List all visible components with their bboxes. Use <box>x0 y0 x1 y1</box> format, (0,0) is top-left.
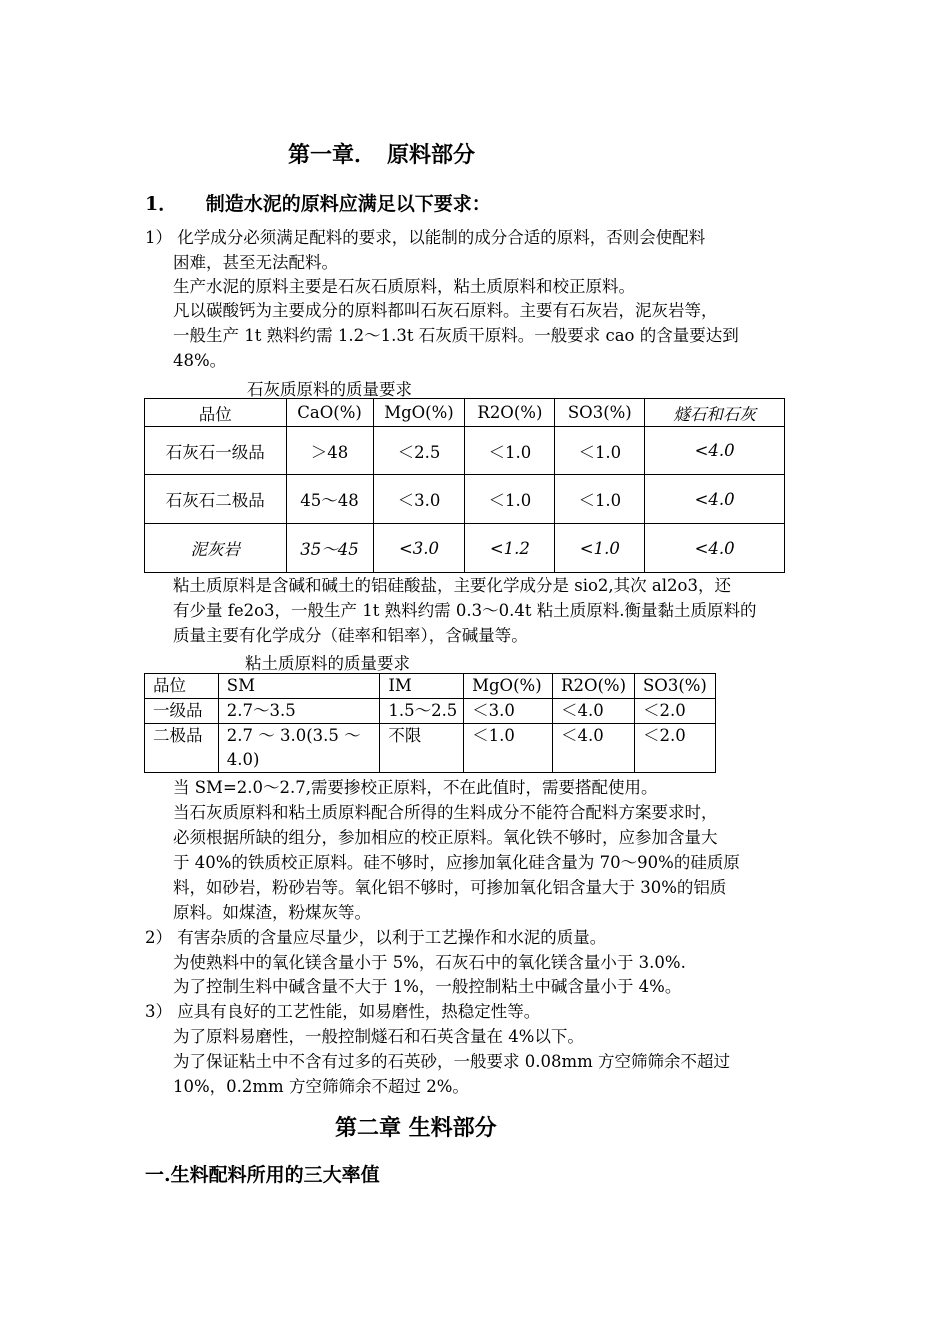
table-cell-line: 4.0) <box>226 750 260 769</box>
table-header-cell: CaO(%) <box>286 399 373 427</box>
paragraph-line: 生产水泥的原料主要是石灰石质原料，粘土质原料和校正原料。 <box>173 277 635 296</box>
table-header-cell: SO3(%) <box>634 674 715 699</box>
table-cell: 35～45 <box>286 524 373 573</box>
table-header-cell: IM <box>380 674 464 699</box>
paragraph-line: 48%。 <box>173 351 227 370</box>
table-header-cell: SM <box>218 674 380 699</box>
table-cell: 2.7～3.5 <box>218 699 380 724</box>
table-cell: 1.5～2.5 <box>380 699 464 724</box>
clay-quality-table <box>144 673 716 773</box>
table-cell: ＜2.5 <box>373 427 465 475</box>
table-cell: ＜4.0 <box>553 699 635 724</box>
paragraph-line: 一般生产 1t 熟料约需 1.2～1.3t 石灰质干原料。一般要求 cao 的含量要达到 <box>173 326 739 345</box>
table-cell: ＜4.0 <box>553 724 635 773</box>
chapter-title: 第一章． 原料部分 <box>288 142 476 168</box>
paragraph-line: 原料。如煤渣，粉煤灰等。 <box>173 903 371 922</box>
paragraph-line: 为了原料易磨性，一般控制燧石和石英含量在 4%以下。 <box>173 1027 584 1046</box>
paragraph-line: 料，如砂岩，粉砂岩等。氧化铝不够时，可掺加氧化铝含量大于 30%的铝质 <box>173 878 727 897</box>
table-cell: 石灰石二极品 <box>145 475 287 524</box>
section-heading: 一.生料配料所用的三大率值 <box>145 1164 380 1186</box>
table-cell: 45～48 <box>286 475 373 524</box>
table-cell: <1.2 <box>465 524 555 573</box>
table-cell-line: 2.7 ～ 3.0(3.5 ～ <box>226 726 361 745</box>
section-heading: 1． 制造水泥的原料应满足以下要求： <box>145 193 491 215</box>
table-header-cell: 品位 <box>145 674 219 699</box>
table-cell <box>218 724 380 773</box>
table-cell: <3.0 <box>373 524 465 573</box>
table-cell: 二极品 <box>145 724 219 773</box>
limestone-quality-table <box>144 398 785 573</box>
table-cell: ＜2.0 <box>634 724 715 773</box>
paragraph-line: 质量主要有化学成分（硅率和铝率），含碱量等。 <box>173 626 528 645</box>
table-cell: ＜1.0 <box>465 427 555 475</box>
table-row <box>145 699 716 724</box>
table-caption: 粘土质原料的质量要求 <box>245 654 410 673</box>
paragraph-line: 当石灰质原料和粘土质原料配合所得的生料成分不能符合配料方案要求时， <box>173 803 718 822</box>
table-cell: 泥灰岩 <box>145 524 287 573</box>
table-header-cell: MgO(%) <box>464 674 553 699</box>
table-cell: <1.0 <box>555 524 645 573</box>
paragraph-line: 为了保证粘土中不含有过多的石英砂，一般要求 0.08mm 方空筛筛余不超过 <box>173 1052 731 1071</box>
paragraph-line: 必须根据所缺的组分，参加相应的校正原料。氧化铁不够时，应参加含量大 <box>173 828 718 847</box>
table-cell: ＜1.0 <box>555 427 645 475</box>
table-cell: <4.0 <box>645 524 785 573</box>
table-header-cell: R2O(%) <box>465 399 555 427</box>
table-header-cell: R2O(%) <box>553 674 635 699</box>
table-header-cell: MgO(%) <box>373 399 465 427</box>
table-header-cell: 品位 <box>145 399 287 427</box>
table-header-cell: 燧石和石灰 <box>645 399 785 427</box>
paragraph-line: 10%，0.2mm 方空筛筛余不超过 2%。 <box>173 1077 469 1096</box>
paragraph-line: 困难，甚至无法配料。 <box>173 253 338 272</box>
table-cell: 不限 <box>380 724 464 773</box>
table-caption: 石灰质原料的质量要求 <box>247 380 412 399</box>
table-header-cell: SO3(%) <box>555 399 645 427</box>
table-row <box>145 475 785 524</box>
paragraph-line: 1） 化学成分必须满足配料的要求，以能制的成分合适的原料，否则会使配料 <box>145 228 706 247</box>
paragraph-line: 3） 应具有良好的工艺性能，如易磨性，热稳定性等。 <box>145 1002 541 1021</box>
table-cell: <4.0 <box>645 475 785 524</box>
paragraph-line: 于 40%的铁质校正原料。硅不够时，应掺加氧化硅含量为 70～90%的硅质原 <box>173 853 740 872</box>
table-cell: ＜3.0 <box>464 699 553 724</box>
paragraph-line: 2） 有害杂质的含量应尽量少，以利于工艺操作和水泥的质量。 <box>145 928 607 947</box>
table-row <box>145 524 785 573</box>
table-header-row <box>145 399 785 427</box>
paragraph-line: 粘土质原料是含碱和碱土的铝硅酸盐，主要化学成分是 sio2,其次 al2o3，还 <box>173 576 731 595</box>
chapter-title: 第二章 生料部分 <box>335 1115 497 1141</box>
table-cell: ＜3.0 <box>373 475 465 524</box>
table-header-row <box>145 674 716 699</box>
table-cell: ＜1.0 <box>465 475 555 524</box>
table-cell: ＜2.0 <box>634 699 715 724</box>
paragraph-line: 为了控制生料中碱含量不大于 1%，一般控制粘土中碱含量小于 4%。 <box>173 977 682 996</box>
table-cell: 一级品 <box>145 699 219 724</box>
paragraph-line: 当 SM=2.0～2.7,需要掺校正原料，不在此值时，需要搭配使用。 <box>173 778 658 797</box>
paragraph-line: 凡以碳酸钙为主要成分的原料都叫石灰石原料。主要有石灰岩，泥灰岩等， <box>173 301 718 320</box>
paragraph-line: 有少量 fe2o3，一般生产 1t 熟料约需 0.3～0.4t 粘土质原料.衡量黏土质原料的 <box>173 601 757 620</box>
table-row <box>145 427 785 475</box>
table-cell: ＞48 <box>286 427 373 475</box>
table-cell: 石灰石一级品 <box>145 427 287 475</box>
table-cell: ＜1.0 <box>464 724 553 773</box>
table-row <box>145 724 716 773</box>
table-cell: <4.0 <box>645 427 785 475</box>
table-cell: ＜1.0 <box>555 475 645 524</box>
paragraph-line: 为使熟料中的氧化镁含量小于 5%，石灰石中的氧化镁含量小于 3.0%. <box>173 953 686 972</box>
